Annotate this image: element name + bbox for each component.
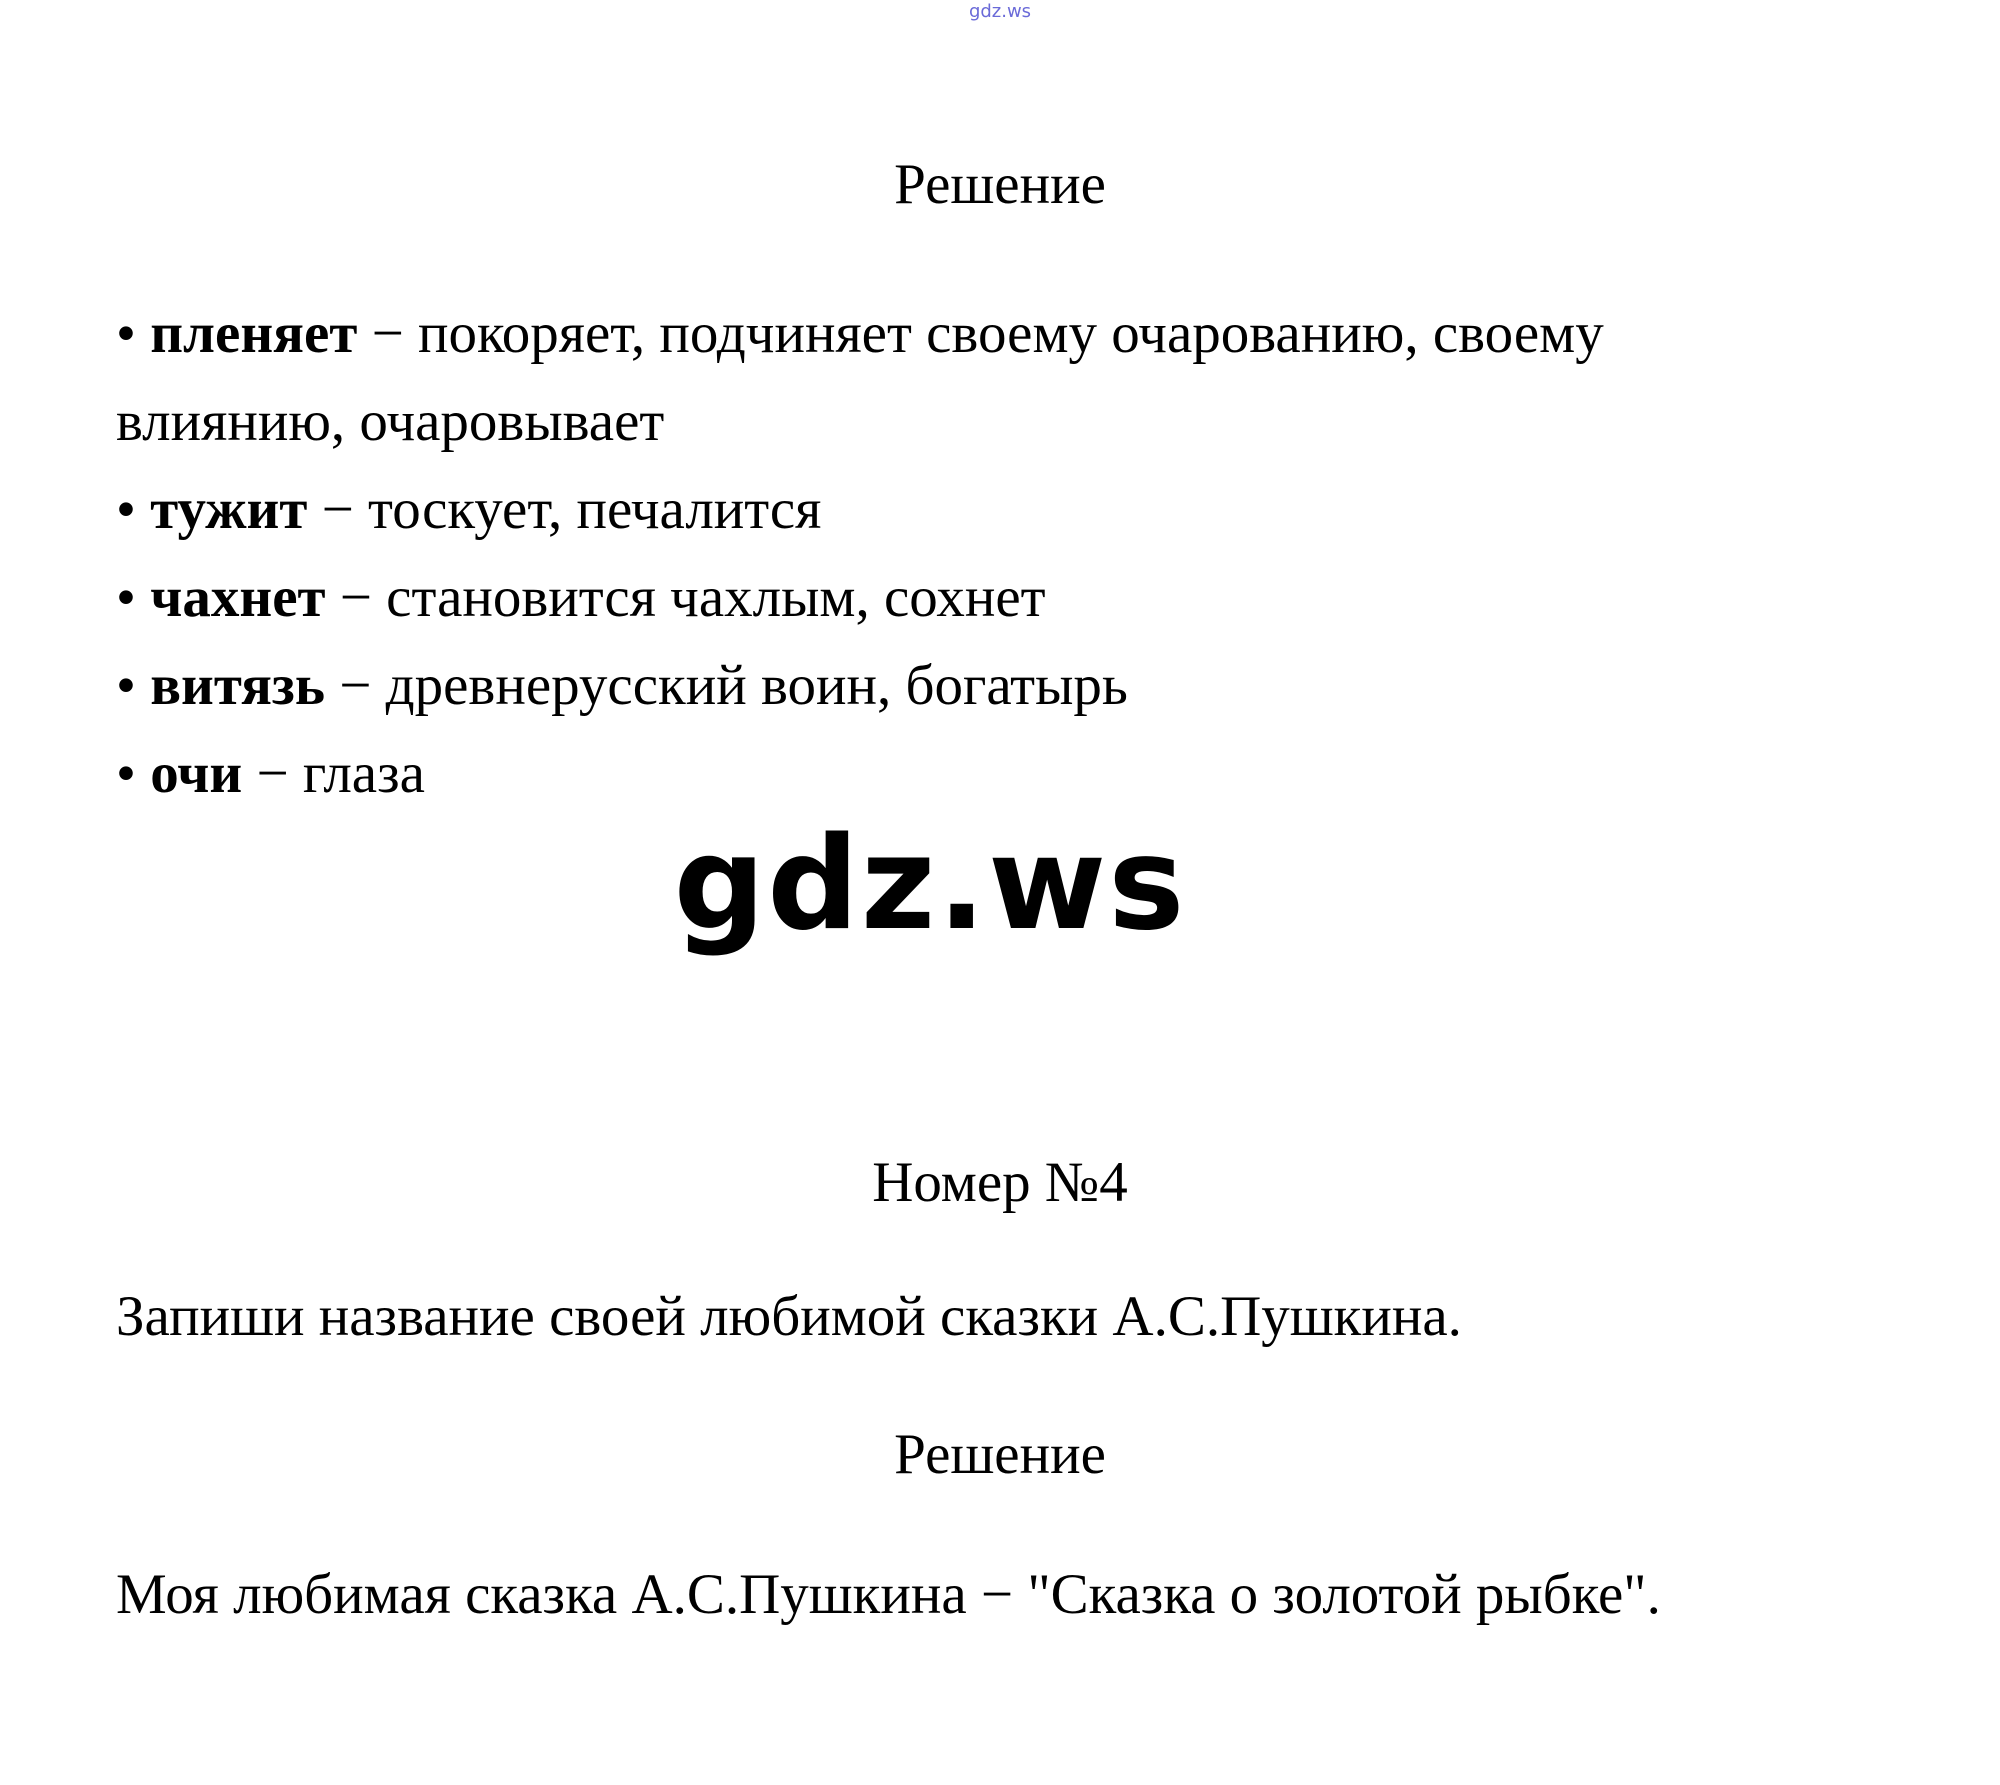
task-number-heading: Номер №4	[872, 1151, 1128, 1214]
definition-item	[116, 642, 1816, 730]
definition-term: тужит	[150, 478, 308, 541]
bullet: •	[116, 566, 136, 629]
definitions-list	[116, 290, 1816, 818]
definition-term: очи	[150, 742, 243, 805]
definition-item	[116, 466, 1816, 554]
definition-item	[116, 290, 1816, 466]
definition-text: − покоряет, подчиняет своему очарованию, своему влиянию, очаровывает	[116, 302, 1604, 453]
bullet: •	[116, 654, 136, 717]
definition-text: − глаза	[242, 742, 425, 805]
bullet: •	[116, 478, 136, 541]
definition-term: пленяет	[150, 302, 358, 365]
definition-text: − древнерусский воин, богатырь	[324, 654, 1128, 717]
task-answer: Моя любимая сказка А.С.Пушкина − "Сказка о золотой рыбке".	[116, 1563, 1661, 1626]
task-question: Запиши название своей любимой сказки А.С.Пушкина.	[116, 1285, 1462, 1348]
definition-item	[116, 730, 1816, 818]
definition-text: − тоскует, печалится	[307, 478, 822, 541]
solution-heading: Решение	[894, 153, 1106, 216]
bullet: •	[116, 302, 136, 365]
definition-item	[116, 554, 1816, 642]
definition-text: − становится чахлым, сохнет	[325, 566, 1046, 629]
definition-term: чахнет	[150, 566, 326, 629]
top-watermark: gdz.ws	[968, 1, 1032, 22]
definition-term: витязь	[150, 654, 325, 717]
gdz-watermark-logo: gdz.ws	[673, 810, 1187, 959]
answer-solution-heading: Решение	[894, 1423, 1106, 1486]
bullet: •	[116, 742, 136, 805]
